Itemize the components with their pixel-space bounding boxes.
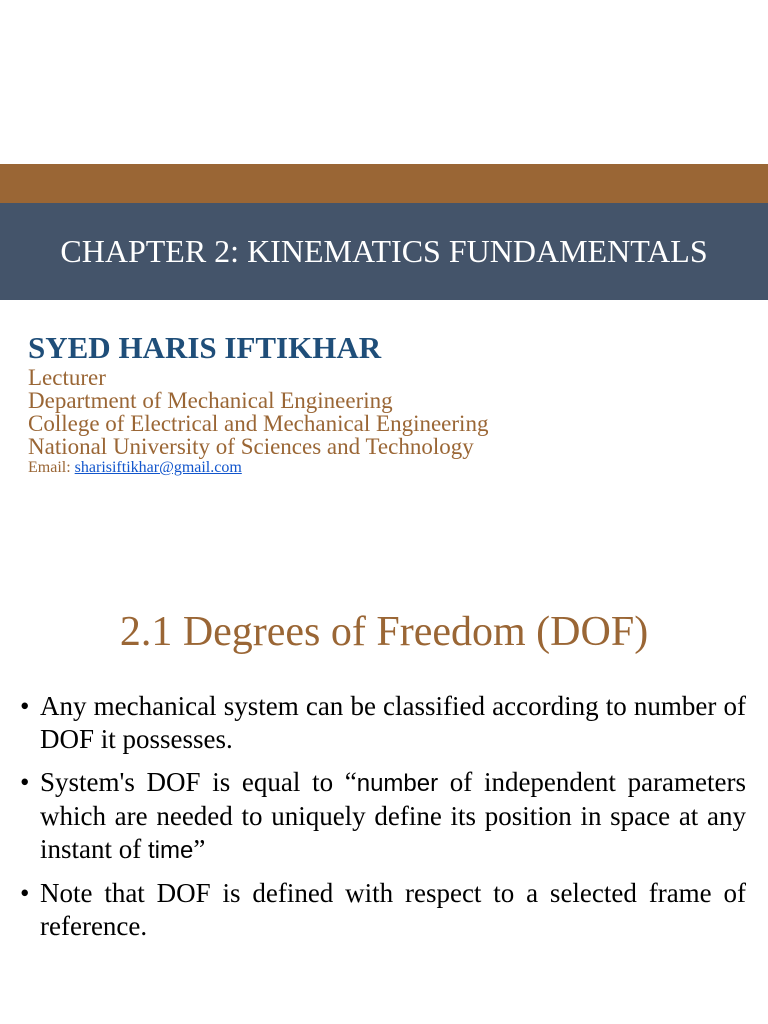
chapter-title-band: [0, 203, 768, 300]
bullet-item: [20, 877, 746, 943]
bullet-text-part: System's DOF is equal to “: [40, 767, 357, 797]
bullet-marker: •: [20, 767, 30, 797]
header-accent-band: [0, 164, 768, 203]
highlight-word-time: time: [148, 837, 194, 864]
bullet-item: [20, 690, 746, 756]
email-label: Email:: [28, 459, 75, 476]
bullet-text-part: of independent parameters which are needed to uniquely define its position in space at any instant of: [40, 767, 747, 864]
bullet-text-part: ”: [193, 834, 206, 864]
author-email-line: [28, 458, 748, 478]
chapter-title: CHAPTER 2: KINEMATICS FUNDAMENTALS: [60, 233, 708, 269]
bullet-item: [20, 766, 746, 867]
section-title: 2.1 Degrees of Freedom (DOF): [119, 609, 649, 655]
author-college: College of Electrical and Mechanical Engineering: [28, 411, 489, 436]
author-department: Department of Mechanical Engineering: [28, 388, 393, 413]
highlight-word-number: number: [356, 770, 439, 797]
author-block: [28, 330, 748, 478]
bullet-list: [20, 690, 746, 953]
author-name: SYED HARIS IFTIKHAR: [28, 330, 382, 365]
bullet-text: Any mechanical system can be classified according to number of DOF it possesses.: [40, 691, 746, 754]
author-role: Lecturer: [28, 365, 106, 390]
email-link[interactable]: sharisiftikhar@gmail.com: [74, 459, 242, 476]
bullet-marker: •: [20, 691, 30, 721]
bullet-text: Note that DOF is defined with respect to a selected frame of reference.: [40, 878, 746, 941]
bullet-marker: •: [20, 878, 30, 908]
author-university: National University of Sciences and Technology: [28, 434, 474, 459]
